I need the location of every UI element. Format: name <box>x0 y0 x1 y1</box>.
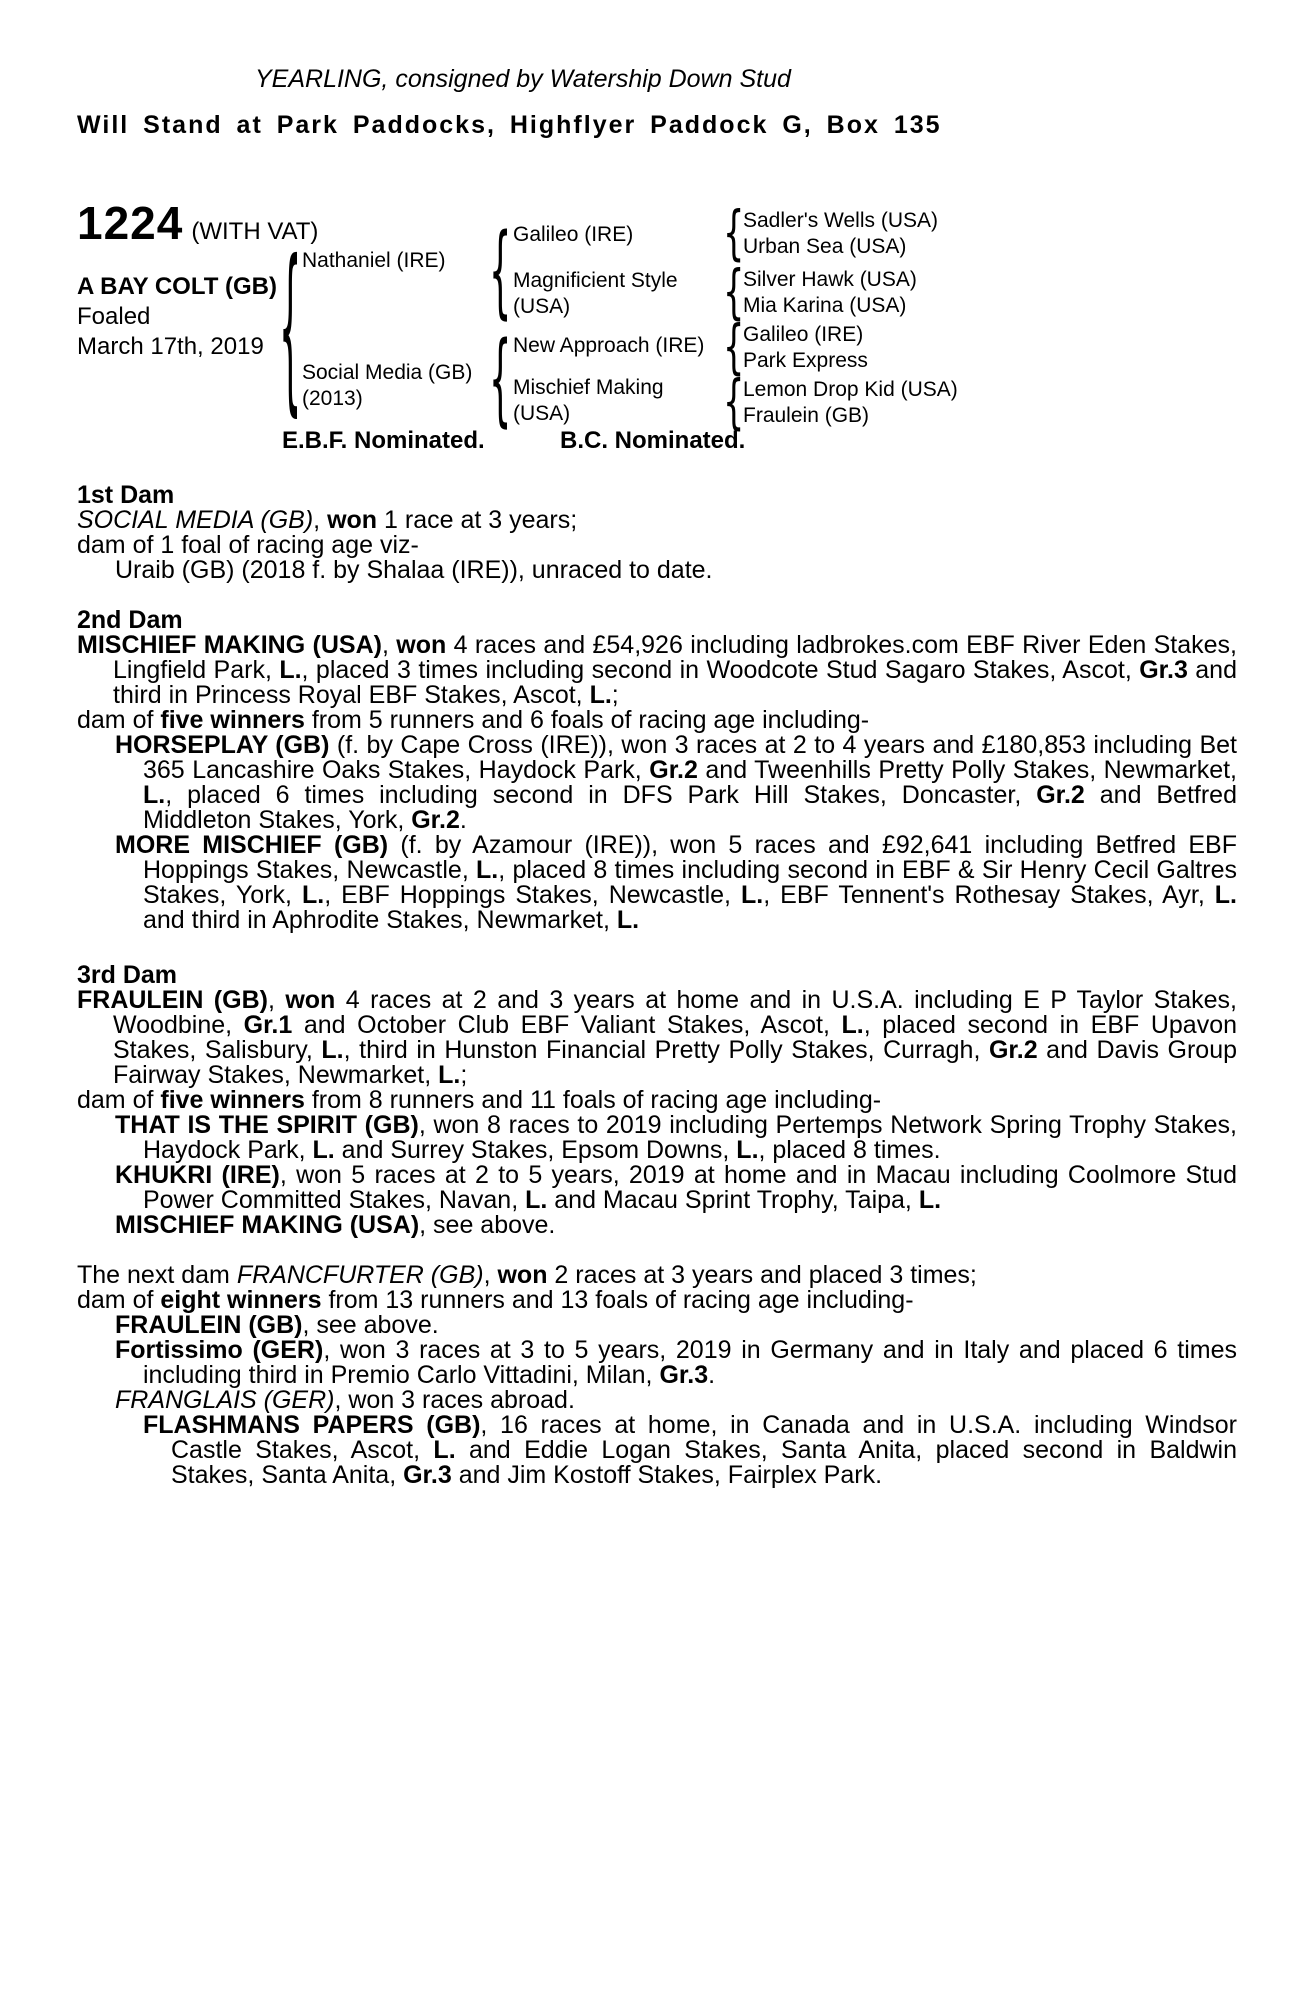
pedigree-dam-dam-sire: Lemon Drop Kid (USA) <box>743 378 958 401</box>
produce-intro-line: dam of five winners from 8 runners and 11 foals of racing age including- <box>77 1086 882 1114</box>
vat-note: (WITH VAT) <box>191 218 319 245</box>
page-content <box>0 66 1314 1488</box>
offspring-paragraph: FLASHMANS PAPERS (GB), 16 races at home, in Canada and in U.S.A. including Windsor Castle Stakes, Ascot, L. and Eddie Logan Stakes, Santa Anita, placed second in Baldwin Stakes, Santa Anita, Gr.3 and Jim Kostoff Stakes, Fairplex Park. <box>143 1411 1237 1489</box>
produce-intro-line: dam of eight winners from 13 runners and 13 foals of racing age including- <box>77 1286 914 1314</box>
pedigree-block <box>77 197 1237 458</box>
section-heading: 1st Dam <box>77 481 175 509</box>
lot-description: A BAY COLT (GB) <box>77 273 278 300</box>
section-heading: 3rd Dam <box>77 961 178 989</box>
offspring-paragraph: Fortissimo (GER), won 3 races at 3 to 5 years, 2019 in Germany and in Italy and placed 6 times including third in Premio Carlo Vittadini, Milan, Gr.3. <box>115 1336 1237 1389</box>
pedigree-sire: Nathaniel (IRE) <box>302 249 446 272</box>
ebf-nominated-label: E.B.F. Nominated. <box>282 427 485 454</box>
section-2nd-dam <box>77 608 1237 933</box>
produce-intro-line: dam of five winners from 5 runners and 6 foals of racing age including- <box>77 706 870 734</box>
section-3rd-dam <box>77 963 1237 1238</box>
offspring-paragraph: FRAULEIN (GB), see above. <box>115 1311 439 1339</box>
pedigree-dam-dam: Mischief Making (USA) <box>513 376 664 425</box>
pedigree-dam: Social Media (GB) (2013) <box>302 361 473 410</box>
dam-record-paragraph: FRAULEIN (GB), won 4 races at 2 and 3 years at home and in U.S.A. including E P Taylor Stakes, Woodbine, Gr.1 and October Club EBF Valiant Stakes, Ascot, L., placed second in EBF Upavon Stakes, Salisbury, L., third in Hunston Financial Pretty Polly Stakes, Curragh, Gr.2 and Davis Group Fairway Stakes, Newmarket, L.; <box>77 986 1237 1089</box>
pedigree-brace-main <box>279 239 301 420</box>
pedigree-sire-dam-dam: Mia Karina (USA) <box>743 294 907 317</box>
consignor-line: YEARLING, consigned by Watership Down Stud <box>255 65 791 93</box>
offspring-paragraph: HORSEPLAY (GB) (f. by Cape Cross (IRE)), won 3 races at 2 to 4 years and £180,853 including Bet 365 Lancashire Oaks Stakes, Haydock Park, Gr.2 and Tweenhills Pretty Polly Stakes, Newmarket, L., placed 6 times including second in DFS Park Hill Stakes, Doncaster, Gr.2 and Betfred Middleton Stakes, York, Gr.2. <box>115 731 1237 834</box>
pedigree-sire-dam: Magnificient Style (USA) <box>513 269 678 318</box>
pedigree-sire-sire-dam: Urban Sea (USA) <box>743 235 907 258</box>
pedigree-dam-sire-sire: Galileo (IRE) <box>743 323 864 346</box>
offspring-paragraph: MISCHIEF MAKING (USA), see above. <box>115 1211 556 1239</box>
pedigree-brace-gg4 <box>723 374 744 433</box>
produce-intro-line: dam of 1 foal of racing age viz- <box>77 531 419 559</box>
offspring-paragraph: THAT IS THE SPIRIT (GB), won 8 races to 2019 including Pertemps Network Spring Trophy Stakes, Haydock Park, L. and Surrey Stakes, Epsom Downs, L., placed 8 times. <box>115 1111 1237 1164</box>
dam-record-paragraph: SOCIAL MEDIA (GB), won 1 race at 3 years; <box>77 506 578 534</box>
section-next-dam <box>77 1263 1237 1488</box>
section-1st-dam <box>77 483 1237 583</box>
foaled-label: Foaled <box>77 303 151 330</box>
section-heading: 2nd Dam <box>77 606 183 634</box>
pedigree-dam-dam-dam: Fraulein (GB) <box>743 404 870 427</box>
offspring-paragraph: MORE MISCHIEF (GB) (f. by Azamour (IRE)), won 5 races and £92,641 including Betfred EBF Hoppings Stakes, Newcastle, L., placed 8 times including second in EBF & Sir Henry Cecil Galtres Stakes, York, L., EBF Hoppings Stakes, Newcastle, L., EBF Tennent's Rothesay Stakes, Ayr, L. and third in Aphrodite Stakes, Newmarket, L. <box>115 831 1237 934</box>
bc-nominated-label: B.C. Nominated. <box>560 427 746 454</box>
pedigree-dam-sire-dam: Park Express <box>743 349 868 372</box>
pedigree-sire-dam-sire: Silver Hawk (USA) <box>743 268 917 291</box>
offspring-paragraph: Uraib (GB) (2018 f. by Shalaa (IRE)), unraced to date. <box>115 556 713 584</box>
dam-record-paragraph: MISCHIEF MAKING (USA), won 4 races and £54,926 including ladbrokes.com EBF River Eden Stakes, Lingfield Park, L., placed 3 times including second in Woodcote Stud Sagaro Stakes, Ascot, Gr.3 and third in Princess Royal EBF Stakes, Ascot, L.; <box>77 631 1237 709</box>
foaled-date: March 17th, 2019 <box>77 333 264 360</box>
stand-location-line: Will Stand at Park Paddocks, Highflyer Paddock G, Box 135 <box>77 111 942 139</box>
pedigree-sire-sire-sire: Sadler's Wells (USA) <box>743 209 938 232</box>
pedigree-brace-gg1 <box>723 205 744 264</box>
offspring-paragraph: FRANGLAIS (GER), won 3 races abroad. <box>115 1386 575 1414</box>
offspring-paragraph: KHUKRI (IRE), won 5 races at 2 to 5 years, 2019 at home and in Macau including Coolmore Stud Power Committed Stakes, Navan, L. and Macau Sprint Trophy, Taipa, L. <box>115 1161 1237 1214</box>
pedigree-dam-sire: New Approach (IRE) <box>513 334 705 357</box>
lot-number: 1224 <box>77 197 184 249</box>
pedigree-sire-sire: Galileo (IRE) <box>513 223 634 246</box>
dam-record-paragraph: The next dam FRANCFURTER (GB), won 2 races at 3 years and placed 3 times; <box>77 1261 977 1289</box>
